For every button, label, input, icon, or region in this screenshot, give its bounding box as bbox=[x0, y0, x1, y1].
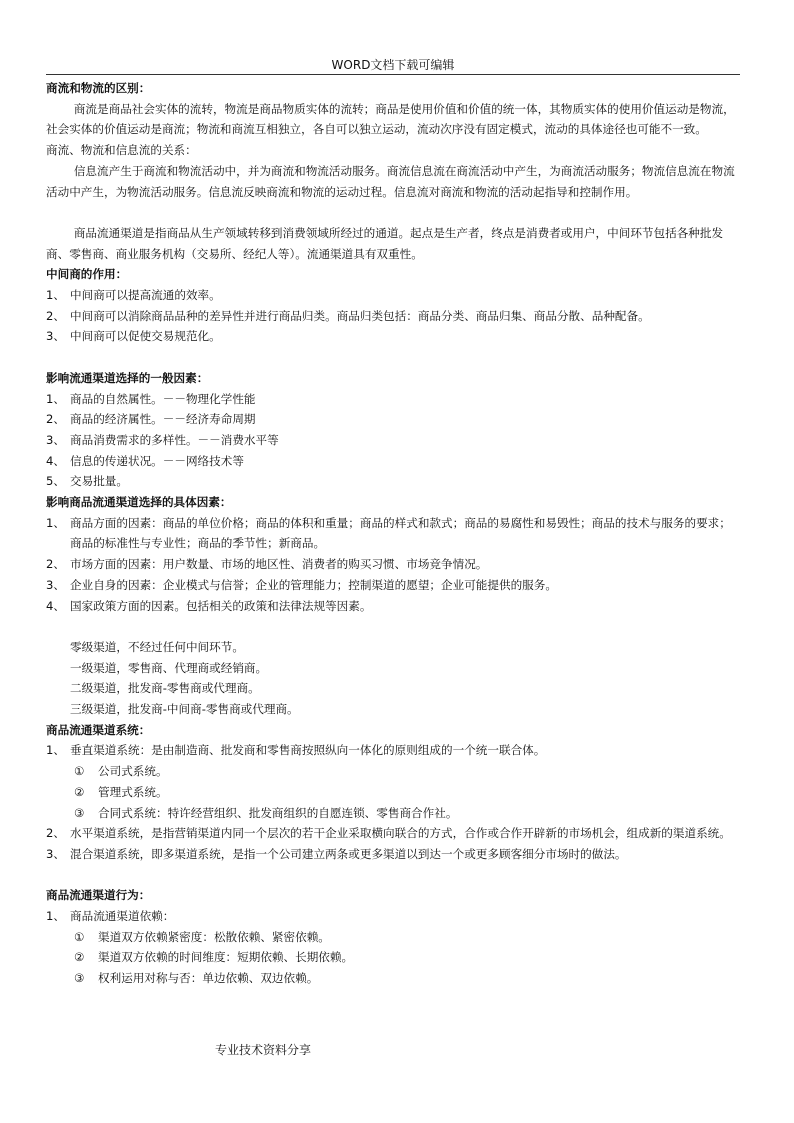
paragraph-commerce-logistics-difference: 商流是商品社会实体的流转，物流是商品物质实体的流转；商品是使用价值和价值的统一体，其物质实体的使用价值运动是物流，社会实体的价值运动是商流；物流和商流互相独立，各自可以独立运动，流动次序没有固定模式，流动的具体途径也可能不一致。 bbox=[46, 101, 735, 137]
circled-number: ① bbox=[74, 764, 85, 779]
sub-list-text: 合同式系统：特许经营组织、批发商组织的自愿连锁、零售商合作社。 bbox=[98, 805, 458, 820]
list-number: 1、 bbox=[46, 391, 65, 406]
list-text: 水平渠道系统，是指营销渠道内同一个层次的若干企业采取横向联合的方式，合作或合作开辟新的市场机会，组成新的渠道系统。 bbox=[70, 826, 731, 841]
sub-list-text: 渠道双方依赖的时间维度：短期依赖、长期依赖。 bbox=[98, 950, 354, 965]
list-number: 1、 bbox=[46, 288, 65, 303]
list-item bbox=[46, 575, 740, 596]
list-number: 3、 bbox=[46, 432, 65, 447]
section-title-channel-system: 商品流通渠道系统： bbox=[46, 722, 151, 737]
list-item bbox=[46, 740, 740, 761]
sub-list-text: 公司式系统。 bbox=[98, 764, 168, 779]
list-text: 中间商可以提高流通的效率。 bbox=[70, 288, 221, 303]
list-text: 商品方面的因素：商品的单位价格；商品的体积和重量；商品的样式和款式；商品的易腐性和易毁性；商品的技术与服务的要求；商品的标准性与专业性；商品的季节性；新商品。 bbox=[70, 515, 731, 551]
list-number: 2、 bbox=[46, 308, 65, 323]
channel-level-line: 三级渠道，批发商-中间商-零售商或代理商。 bbox=[70, 702, 299, 717]
list-item bbox=[46, 471, 740, 492]
list-number: 2、 bbox=[46, 826, 65, 841]
section-title-intermediary-role: 中间商的作用： bbox=[46, 267, 128, 282]
section-title-general-factors: 影响流通渠道选择的一般因素： bbox=[46, 370, 209, 385]
sub-list-item bbox=[46, 782, 740, 803]
list-text: 国家政策方面的因素。包括相关的政策和法律法规等因素。 bbox=[70, 598, 372, 613]
circled-number: ① bbox=[74, 929, 85, 944]
list-text: 商品的自然属性。－－物理化学性能 bbox=[70, 391, 256, 406]
list-item bbox=[46, 326, 740, 347]
list-number: 2、 bbox=[46, 557, 65, 572]
list-text: 中间商可以促使交易规范化。 bbox=[70, 329, 221, 344]
list-text: 交易批量。 bbox=[70, 474, 128, 489]
list-text: 商品流通渠道依赖： bbox=[70, 909, 175, 924]
list-number: 1、 bbox=[46, 515, 65, 530]
circled-number: ③ bbox=[74, 805, 85, 820]
list-item bbox=[46, 389, 740, 410]
list-text: 商品的经济属性。－－经济寿命周期 bbox=[70, 412, 256, 427]
sub-list-item bbox=[46, 968, 740, 989]
list-item bbox=[46, 409, 740, 430]
list-text: 垂直渠道系统：是由制造商、批发商和零售商按照纵向一体化的原则组成的一个统一联合体。 bbox=[70, 743, 546, 758]
section-title-specific-factors: 影响商品流通渠道选择的具体因素： bbox=[46, 495, 232, 510]
list-number: 1、 bbox=[46, 743, 65, 758]
paragraph-info-flow-relation: 信息流产生于商流和物流活动中，并为商流和物流活动服务。商流信息流在商流活动中产生，为商流活动服务；物流信息流在物流活动中产生，为物流活动服务。信息流反映商流和物流的运动过程。信息流对商流和物流的活动起指导和控制作用。 bbox=[46, 163, 735, 199]
channel-level-line: 二级渠道，批发商-零售商或代理商。 bbox=[70, 681, 260, 696]
header-rule bbox=[46, 74, 740, 75]
paragraph-channel-definition: 商品流通渠道是指商品从生产领域转移到消费领域所经过的通道。起点是生产者，终点是消费者或用户，中间环节包括各种批发商、零售商、商业服务机构（交易所、经纪人等）。流通渠道具有双重性。 bbox=[46, 225, 724, 261]
sub-list-item bbox=[46, 927, 740, 948]
circled-number: ② bbox=[74, 784, 85, 799]
channel-level-line: 零级渠道，不经过任何中间环节。 bbox=[70, 639, 244, 654]
spacer bbox=[46, 202, 740, 223]
list-number: 4、 bbox=[46, 453, 65, 468]
sub-list-text: 权利运用对称与否：单边依赖、双边依赖。 bbox=[98, 971, 319, 986]
list-number: 4、 bbox=[46, 598, 65, 613]
circled-number: ③ bbox=[74, 971, 85, 986]
spacer bbox=[46, 865, 740, 886]
list-item bbox=[46, 285, 740, 306]
list-item bbox=[46, 554, 740, 575]
list-text: 商品消费需求的多样性。－－消费水平等 bbox=[70, 432, 279, 447]
list-item bbox=[46, 823, 740, 844]
list-item bbox=[46, 844, 740, 865]
list-text: 企业自身的因素：企业模式与信誉；企业的管理能力；控制渠道的愿望；企业可能提供的服务。 bbox=[70, 577, 557, 592]
list-item bbox=[46, 430, 740, 451]
list-item bbox=[46, 306, 740, 327]
list-text: 中间商可以消除商品品种的差异性并进行商品归类。商品归类包括：商品分类、商品归集、商品分散、品种配备。 bbox=[70, 308, 650, 323]
list-text: 混合渠道系统，即多渠道系统，是指一个公司建立两条或更多渠道以到达一个或更多顾客细分市场时的做法。 bbox=[70, 846, 627, 861]
list-number: 3、 bbox=[46, 577, 65, 592]
list-number: 2、 bbox=[46, 412, 65, 427]
page-footer: 专业技术资料分享 bbox=[214, 1043, 311, 1057]
list-item bbox=[46, 906, 740, 927]
list-number: 5、 bbox=[46, 474, 65, 489]
channel-level-line: 一级渠道，零售商、代理商或经销商。 bbox=[70, 660, 268, 675]
list-number: 3、 bbox=[46, 329, 65, 344]
section-title-info-flow-relation: 商流、物流和信息流的关系： bbox=[46, 143, 197, 158]
sub-list-item bbox=[46, 803, 740, 824]
section-title-commerce-logistics-difference: 商流和物流的区别： bbox=[46, 81, 151, 95]
list-number: 1、 bbox=[46, 909, 65, 924]
list-text: 市场方面的因素：用户数量、市场的地区性、消费者的购买习惯、市场竞争情况。 bbox=[70, 557, 488, 572]
section-title-channel-behavior: 商品流通渠道行为： bbox=[46, 888, 151, 903]
spacer bbox=[46, 616, 740, 637]
list-item bbox=[46, 513, 740, 554]
list-item bbox=[46, 451, 740, 472]
list-item bbox=[46, 596, 740, 617]
sub-list-text: 管理式系统。 bbox=[98, 784, 168, 799]
spacer bbox=[46, 347, 740, 368]
list-text: 信息的传递状况。－－网络技术等 bbox=[70, 453, 244, 468]
sub-list-item bbox=[46, 761, 740, 782]
sub-list-item bbox=[46, 947, 740, 968]
circled-number: ② bbox=[74, 950, 85, 965]
page-header: WORD文档下载可编辑 bbox=[331, 58, 455, 72]
list-number: 3、 bbox=[46, 846, 65, 861]
document-body bbox=[46, 78, 740, 989]
sub-list-text: 渠道双方依赖紧密度：松散依赖、紧密依赖。 bbox=[98, 929, 330, 944]
